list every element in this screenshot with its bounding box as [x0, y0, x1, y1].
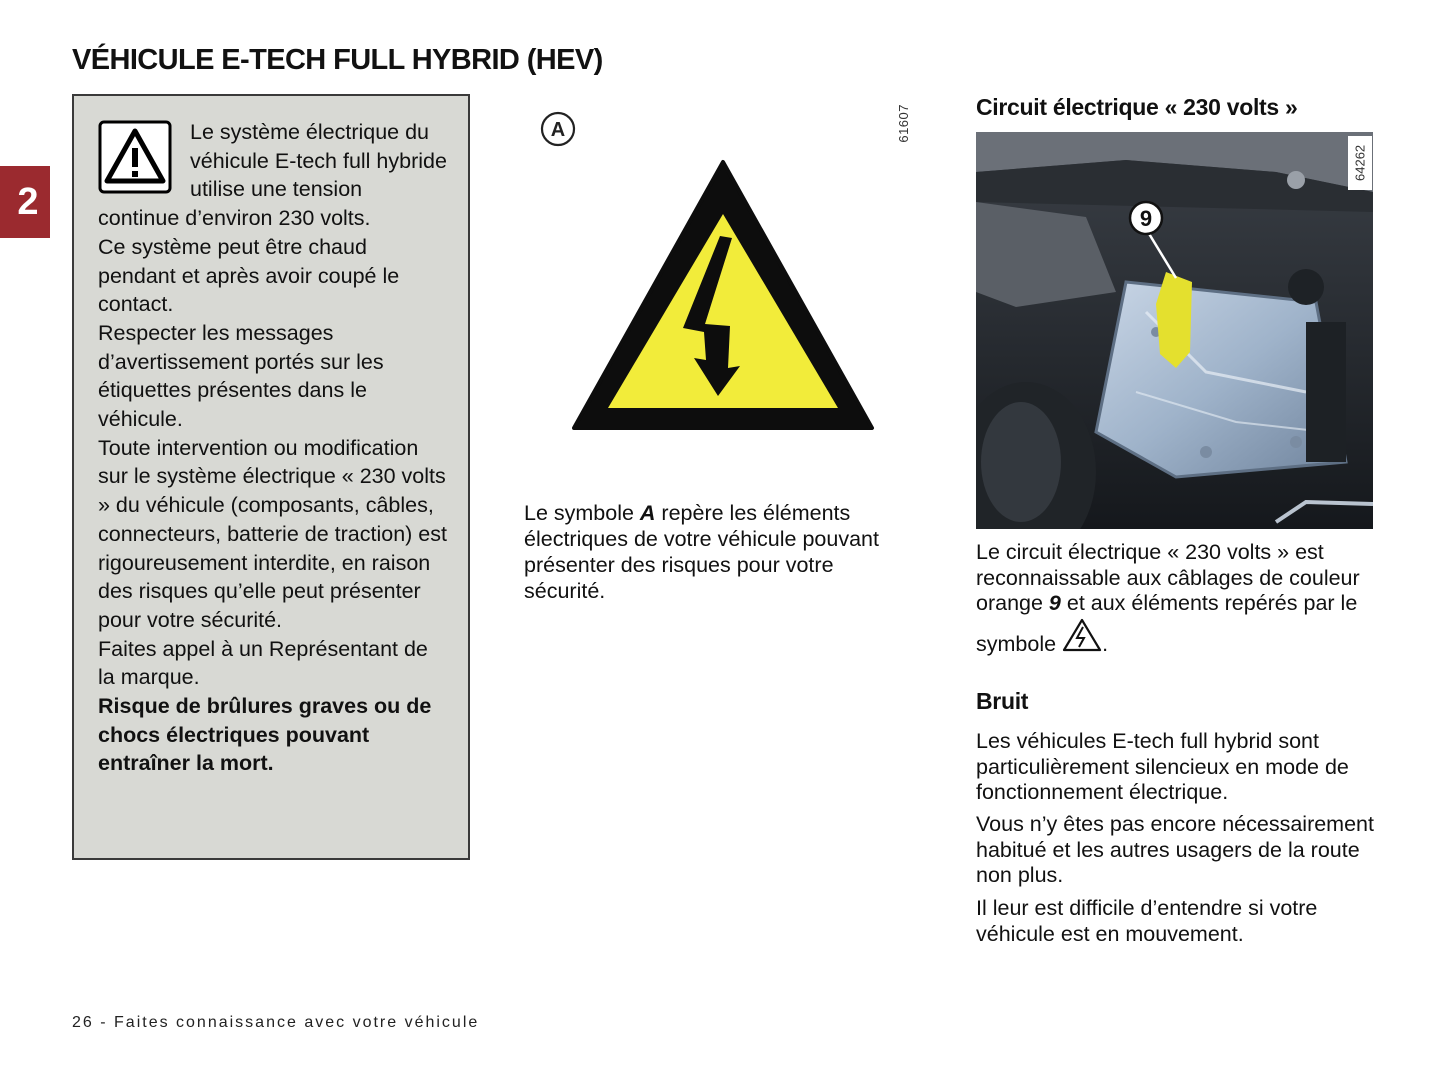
noise-section-title: Bruit — [976, 688, 1029, 714]
page-footer: 26 - Faites connaissance avec votre véhicule — [72, 1014, 480, 1031]
figure-a-caption: Le symbole A repère les éléments électriques de votre véhicule pouvant présenter des risques pour votre sécurité. — [524, 501, 879, 603]
warning-triangle-icon — [98, 120, 172, 194]
warning-paragraph: Ce système peut être chaud pendant et après avoir coupé le contact. — [98, 234, 400, 317]
callout-9: 9 — [1139, 206, 1153, 231]
high-voltage-triangle-icon — [570, 156, 876, 432]
figure-label-a-text: A — [550, 119, 566, 141]
circuit-ref: 9 — [1048, 591, 1061, 615]
figure-a-ref: A — [639, 501, 656, 525]
engine-bay-illustration — [976, 132, 1373, 529]
noise-paragraph: Les véhicules E-tech full hybrid sont particulièrement silencieux en mode de fonctionnement électrique. — [976, 729, 1349, 804]
noise-paragraph: Vous n’y êtes pas encore nécessairement habitué et les autres usagers de la route non plus. — [976, 812, 1374, 887]
page-title: VÉHICULE E-TECH FULL HYBRID (HEV) — [72, 44, 603, 76]
warning-bold-paragraph: Risque de brûlures graves ou de chocs électriques pouvant entraîner la mort. — [98, 694, 432, 776]
noise-paragraph: Il leur est difficile d’entendre si votre véhicule est en mouvement. — [976, 896, 1318, 946]
warning-paragraph: Toute intervention ou modification sur le système électrique « 230 volts » du véhicule (composants, câbles, connecteurs, batterie de traction) est rigoureusement interdite, en raison des risques qu’elle peut présenter pour votre sécurité. — [98, 435, 447, 632]
warning-paragraph: Respecter les messages d’avertissement portés sur les étiquettes présentes dans le véhicule. — [98, 320, 384, 432]
figure-id-61607: 61607 — [896, 104, 911, 143]
warning-paragraph: Le système électrique du véhicule E-tech full hybride utilise une tension continue d’environ 230 volts. — [98, 120, 447, 231]
engine-bay-photo — [976, 132, 1373, 529]
chapter-tab: 2 — [0, 166, 50, 238]
warning-box — [72, 94, 470, 860]
circuit-caption: Le circuit électrique « 230 volts » est reconnaissable aux câblages de couleur orange 9 et aux éléments repérés par le symbole . — [976, 540, 1360, 656]
high-voltage-outline-icon — [1062, 617, 1102, 653]
circuit-section-title: Circuit électrique « 230 volts » — [976, 94, 1298, 120]
figure-id-64262: 64262 — [1348, 136, 1372, 190]
warning-paragraph: Faites appel à un Représentant de la marque. — [98, 636, 428, 690]
figure-label-a — [540, 111, 576, 147]
